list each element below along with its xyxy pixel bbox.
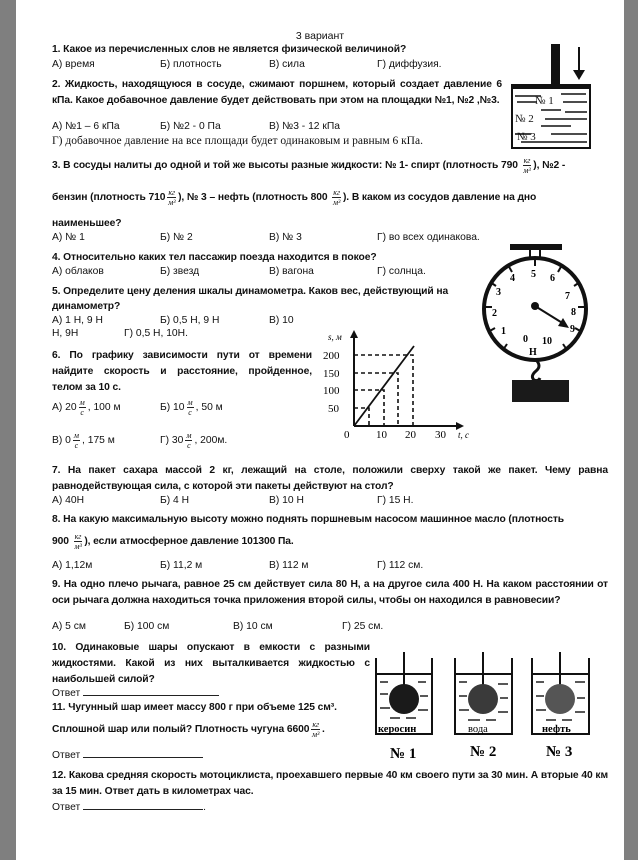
dial-label-9: 9 <box>570 324 575 335</box>
x-tick-30: 30 <box>435 429 446 441</box>
vessels-figure <box>370 652 610 766</box>
area-label-1: № 1 <box>535 95 554 107</box>
dial-label-6: 6 <box>550 273 555 284</box>
q12-answer-field[interactable] <box>83 800 203 810</box>
q10-answer-field[interactable] <box>83 686 219 696</box>
ball-3 <box>545 684 575 714</box>
q4-option-g[interactable]: Г) солнца. <box>377 266 426 277</box>
ball-2 <box>468 684 498 714</box>
question-7-text: 7. На пакет сахара массой 2 кг, лежащий на столе, положили сверху такой же пакет. Чему равна равнодействующая сила, с которой эти пакеты действуют на стол? <box>52 465 608 492</box>
question-5-text-a: 5. Определите цену деления шкалы динамометра. Каков вес, действующий на <box>52 286 449 297</box>
q3-option-v[interactable]: В) № 3 <box>269 232 302 243</box>
question-8-text-b: 900 $\frac{кг}{\text{м³}}$ ), если атмосферное давление 101300 Па. <box>52 532 294 551</box>
q2-option-v[interactable]: В) №3 - 12 кПа <box>269 121 341 132</box>
distance-time-graph <box>310 328 480 446</box>
dynamometer-figure <box>470 244 600 404</box>
area-label-3: № 3 <box>517 131 536 143</box>
q3-option-b[interactable]: Б) № 2 <box>160 232 193 243</box>
q8-option-a[interactable]: А) 1,12м <box>52 560 93 571</box>
question-6-text: 6. По графику зависимости пути от времени найдите скорость и расстояние, пройденное, телом за 10 с. <box>52 350 312 393</box>
q9-option-g[interactable]: Г) 25 см. <box>342 621 384 632</box>
q2-option-a[interactable]: А) №1 – 6 кПа <box>52 121 120 132</box>
unit-fraction: $\frac{кг}{\text{м³}}$ <box>332 188 341 207</box>
q5-option-a[interactable]: А) 1 Н, 9 Н <box>52 315 103 326</box>
q4-option-a[interactable]: А) облаков <box>52 266 104 277</box>
q8-option-g[interactable]: Г) 112 см. <box>377 560 424 571</box>
vessel-3-liquid: нефть <box>542 724 571 735</box>
vessel-2-liquid: вода <box>468 724 488 735</box>
q6-option-v[interactable]: В) 0 $\frac{м}{с}$ , 175 м <box>52 431 115 450</box>
y-tick-100: 100 <box>323 385 340 397</box>
question-2-text: 2. Жидкость, находящуюся в сосуде, сжимают поршнем, который создает давление 6 кПа. Какое добавочное давление будет действовать при этом на площадки №1, №2 ,№3. <box>52 79 502 106</box>
unit-fraction: $\frac{кг}{\text{м³}}$ <box>523 156 531 175</box>
q6-option-b[interactable]: Б) 10 $\frac{м}{с}$ , 50 м <box>160 398 223 417</box>
y-tick-150: 150 <box>323 368 340 380</box>
question-11-text-a: 11. Чугунный шар имеет массу 800 г при объеме 125 см³. <box>52 702 337 713</box>
question-9-text: 9. На одно плечо рычага, равное 25 см действует сила 80 Н, а на другое сила 400 Н. На каком расстоянии от оси рычага должна находиться точка приложения второй силы, чтобы он находился в равновесии? <box>52 579 608 606</box>
question-5-text-b: динамометр? <box>52 301 121 312</box>
hook-icon <box>532 360 540 381</box>
dial-label-8: 8 <box>571 307 576 318</box>
q4-option-v[interactable]: В) вагона <box>269 266 314 277</box>
x-tick-0: 0 <box>344 429 350 441</box>
dial-label-10: 10 <box>542 336 552 347</box>
q5-option-v[interactable]: В) 10 <box>269 315 294 326</box>
q10-answer-line: Ответ <box>52 686 219 701</box>
page-title: 3 вариант <box>295 30 345 42</box>
q7-option-g[interactable]: Г) 15 Н. <box>377 495 414 506</box>
q9-option-v[interactable]: В) 10 см <box>233 621 273 632</box>
q7-option-a[interactable]: А) 40Н <box>52 495 85 506</box>
dial-label-1: 1 <box>501 326 506 337</box>
question-1-text: 1. Какое из перечисленных слов не является физической величиной? <box>52 44 407 55</box>
graph-line <box>354 346 414 426</box>
unit-fraction: $\frac{кг}{\text{м³}}$ <box>168 188 176 207</box>
q5-option-v-continued[interactable]: Н, 9Н <box>52 328 79 339</box>
q12-answer-line: Ответ . <box>52 802 206 813</box>
q1-option-a[interactable]: А) время <box>52 59 95 70</box>
q7-option-v[interactable]: В) 10 Н <box>269 495 304 506</box>
vessel-3-number: № 3 <box>546 744 573 760</box>
q8-option-b[interactable]: Б) 11,2 м <box>160 560 203 571</box>
q9-option-b[interactable]: Б) 100 см <box>124 621 170 632</box>
q1-option-v[interactable]: В) сила <box>269 59 305 70</box>
q4-option-b[interactable]: Б) звезд <box>160 266 200 277</box>
q6-option-a[interactable]: А) 20 $\frac{м}{с}$ , 100 м <box>52 398 121 417</box>
dial-label-2: 2 <box>492 308 497 319</box>
q5-option-g[interactable]: Г) 0,5 Н, 10Н. <box>124 328 188 339</box>
q2-option-g[interactable]: Г) добавочное давление на все площади будет одинаковым и равным 6 кПа. <box>52 135 423 147</box>
x-tick-20: 20 <box>405 429 416 441</box>
y-tick-50: 50 <box>328 403 339 415</box>
x-axis-label: t, c <box>458 430 469 440</box>
dial-label-7: 7 <box>565 291 570 302</box>
question-4-text: 4. Относительно каких тел пассажир поезда находится в покое? <box>52 252 377 263</box>
q1-option-g[interactable]: Г) диффузия. <box>377 59 442 70</box>
q11-answer-field[interactable] <box>83 748 203 758</box>
q2-option-b[interactable]: Б) №2 - 0 Па <box>160 121 221 132</box>
worksheet-page <box>16 0 624 860</box>
question-3-line-1: 3. В сосуды налиты до одной и той же высоты разные жидкости: № 1- спирт (плотность 790 $\frac{кг}{\text{м³}}$ ), №2 - <box>52 156 566 175</box>
hanging-weight <box>512 380 569 402</box>
ball-1 <box>389 684 419 714</box>
question-3-line-2: бензин (плотность 710 $\frac{кг}{\text{м³}}$ ), № 3 – нефть (плотность 800 $\frac{кг}{\text{м³}}$ ). В каком из сосудов давление на дно <box>52 188 537 207</box>
q5-option-b[interactable]: Б) 0,5 Н, 9 Н <box>160 315 220 326</box>
dial-label-4: 4 <box>510 273 515 284</box>
dial-label-3: 3 <box>496 287 501 298</box>
q11-answer-line: Ответ <box>52 748 203 763</box>
vessel-1-number: № 1 <box>390 746 417 762</box>
q7-option-b[interactable]: Б) 4 Н <box>160 495 190 506</box>
question-10-text: 10. Одинаковые шары опускают в емкости с разными жидкостями. Какой из них выталкивается жидкостью с наибольшей силой? <box>52 642 370 685</box>
q3-option-a[interactable]: А) № 1 <box>52 232 85 243</box>
q1-option-b[interactable]: Б) плотность <box>160 59 222 70</box>
vessel-1-liquid: керосин <box>378 724 417 735</box>
vessel-2-number: № 2 <box>470 744 497 760</box>
question-11-text-b: Сплошной шар или полый? Плотность чугуна 6600 $\frac{кг}{\text{м³}}$ . <box>52 720 325 739</box>
y-axis-label: s, м <box>328 332 342 342</box>
q9-option-a[interactable]: А) 5 см <box>52 621 86 632</box>
piston-vessel-figure <box>501 44 606 150</box>
question-8-text-a: 8. На какую максимальную высоту можно поднять поршневым насосом машинное масло (плотность <box>52 514 565 525</box>
question-3-line-3: наименьшее? <box>52 218 122 229</box>
q3-option-g[interactable]: Г) во всех одинакова. <box>377 232 480 243</box>
y-tick-200: 200 <box>323 350 340 362</box>
q8-option-v[interactable]: В) 112 м <box>269 560 309 571</box>
dial-unit: Н <box>529 347 537 358</box>
dial-label-5: 5 <box>531 269 536 280</box>
area-label-2: № 2 <box>515 113 534 125</box>
question-12-text: 12. Какова средняя скорость мотоциклиста, проехавшего первые 40 км своего пути за 30 мин. А вторые 40 км за 15 мин. Ответ дать в километрах час. <box>52 770 608 797</box>
q6-option-g[interactable]: Г) 30 $\frac{м}{с}$ , 200м. <box>160 431 228 450</box>
dial-label-0: 0 <box>523 334 528 345</box>
x-tick-10: 10 <box>376 429 387 441</box>
